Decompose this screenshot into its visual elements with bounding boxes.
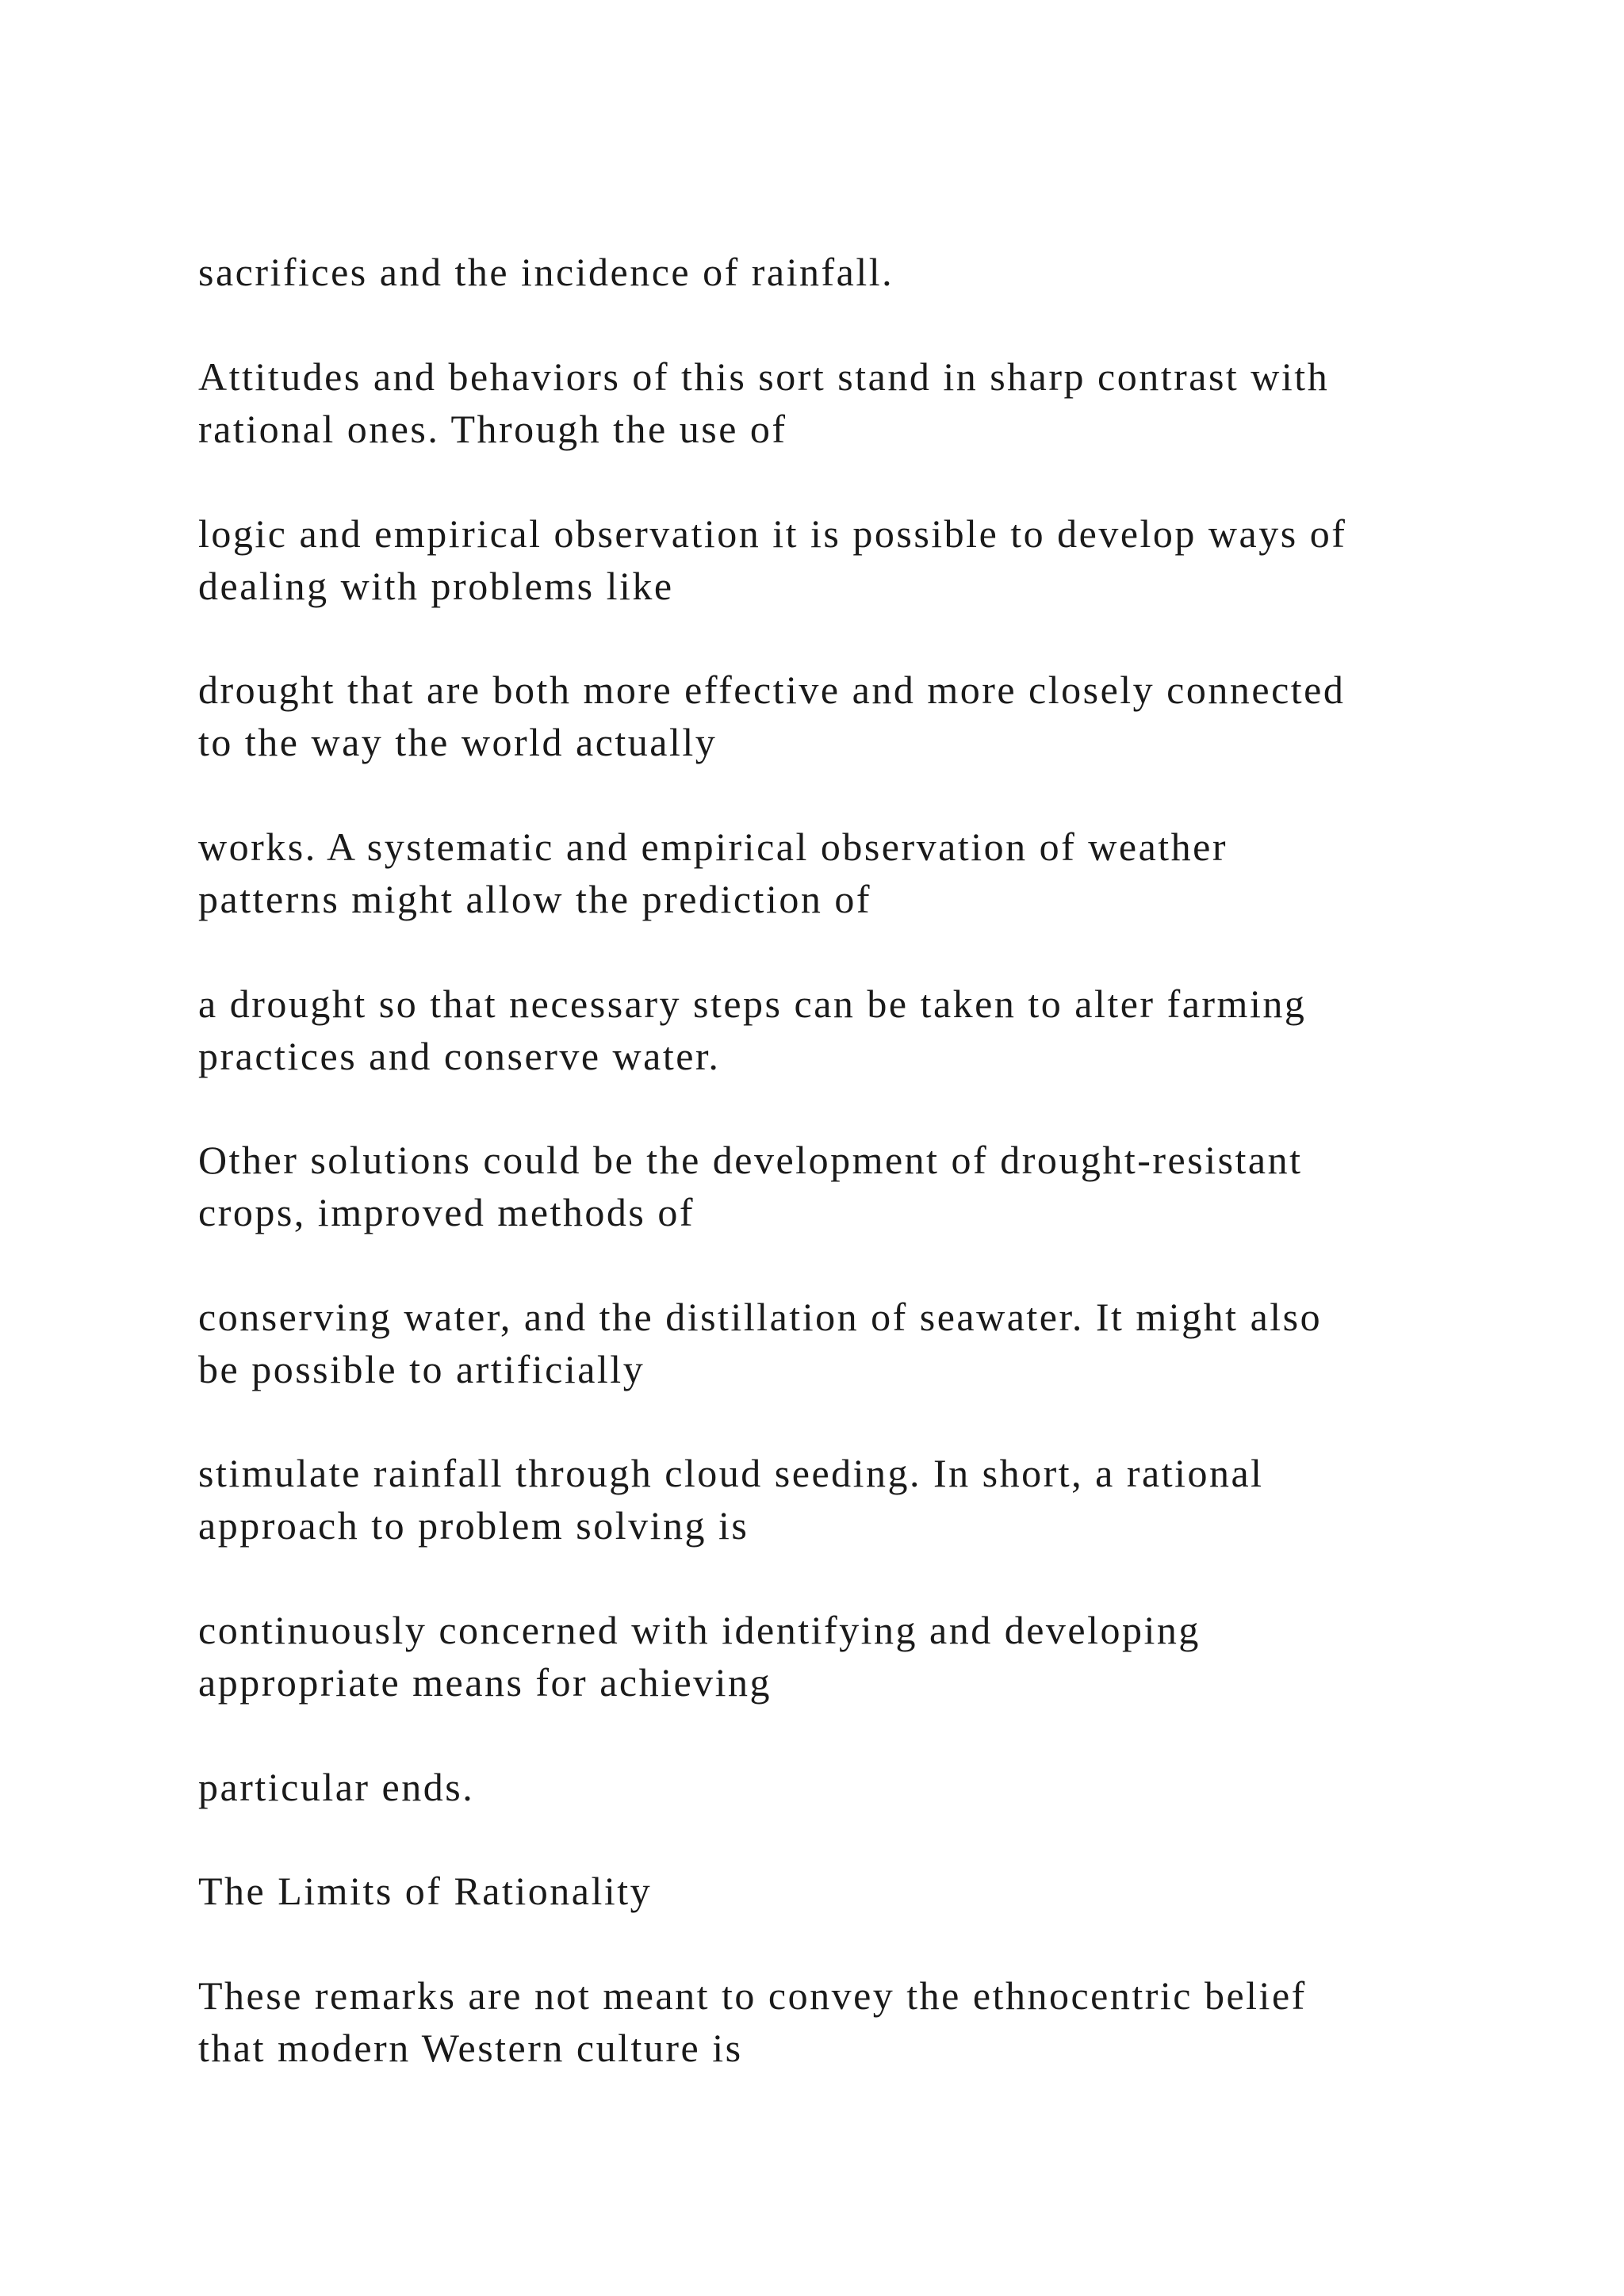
- text-line: rational ones. Through the use of: [198, 407, 787, 451]
- text-line: crops, improved methods of: [198, 1190, 695, 1234]
- text-line: patterns might allow the prediction of: [198, 877, 871, 921]
- text-line: dealing with problems like: [198, 564, 674, 608]
- text-line: conserving water, and the distillation of seawater. It might also: [198, 1295, 1323, 1339]
- text-line: logic and empirical observation it is possible to develop ways of: [198, 511, 1347, 556]
- text-line: Other solutions could be the development of drought-resistant: [198, 1138, 1303, 1182]
- text-line: approach to problem solving is: [198, 1503, 749, 1548]
- text-line: works. A systematic and empirical observation of weather: [198, 825, 1228, 869]
- text-line: particular ends.: [198, 1765, 475, 1809]
- text-line: a drought so that necessary steps can be taken to alter farming: [198, 982, 1307, 1026]
- text-line: practices and conserve water.: [198, 1034, 721, 1078]
- text-line: drought that are both more effective and more closely connected: [198, 668, 1346, 712]
- text-line: These remarks are not meant to convey the ethnocentric belief: [198, 1973, 1307, 2018]
- text-line: Attitudes and behaviors of this sort stand in sharp contrast with: [198, 354, 1330, 399]
- text-line: be possible to artificially: [198, 1347, 645, 1391]
- text-line: to the way the world actually: [198, 720, 718, 764]
- text-line: that modern Western culture is: [198, 2026, 743, 2070]
- section-heading: The Limits of Rationality: [198, 1869, 653, 1913]
- text-line: sacrifices and the incidence of rainfall.: [198, 250, 894, 294]
- text-line: appropriate means for achieving: [198, 1660, 772, 1705]
- text-line: continuously concerned with identifying and developing: [198, 1608, 1201, 1652]
- text-line: stimulate rainfall through cloud seeding. In short, a rational: [198, 1451, 1264, 1495]
